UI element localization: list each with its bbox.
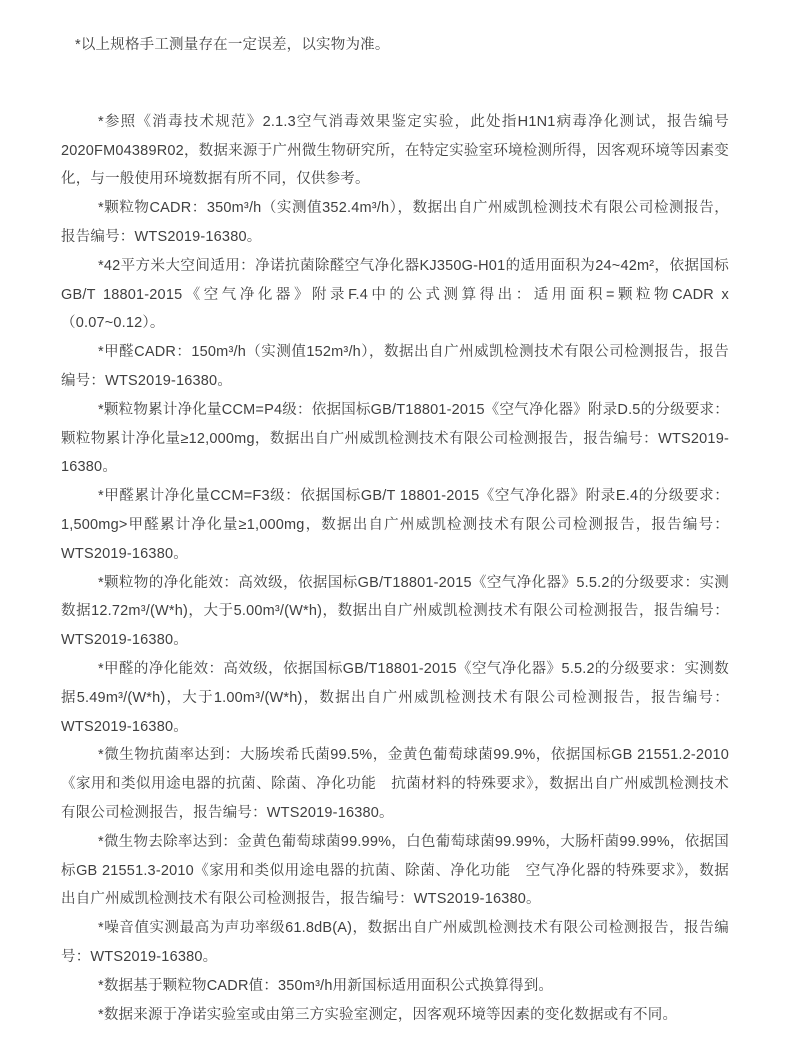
note-formaldehyde-cadr: *甲醛CADR：150m³/h（实测值152m³/h），数据出自广州威凯检测技术有限公司检测报告，报告编号：WTS2019-16380。 xyxy=(61,344,729,389)
note-formaldehyde-efficiency: *甲醛的净化能效：高效级，依据国标GB/T18801-2015《空气净化器》5.5.2的分级要求：实测数据5.49m³/(W*h)，大于1.00m³/(W*h)，数据出自广州威凯检测技术有限公司检测报告，报告编号：WTS2019-16380。 xyxy=(61,660,729,735)
note-particulate-efficiency: *颗粒物的净化能效：高效级，依据国标GB/T18801-2015《空气净化器》5.5.2的分级要求：实测数据12.72m³/(W*h)，大于5.00m³/(W*h)，数据出自广州威凯检测技术有限公司检测报告，报告编号：WTS2019-16380。 xyxy=(61,574,729,649)
note-cadr-area-conversion: *数据基于颗粒物CADR值：350m³/h用新国标适用面积公式换算得到。 xyxy=(98,977,554,994)
note-antibacterial-rate: *微生物抗菌率达到：大肠埃希氏菌99.5%，金黄色葡萄球菌99.9%，依据国标GB 21551.2-2010《家用和类似用途电器的抗菌、除菌、净化功能 抗菌材料的特殊要求》，数据出自广州威凯检测技术有限公司检测报告，报告编号：WTS2019-16380。 xyxy=(61,747,729,821)
note-applicable-area: *42平方米大空间适用：净诺抗菌除醛空气净化器KJ350G-H01的适用面积为24~42m²，依据国标GB/T 18801-2015《空气净化器》附录F.4中的公式测算得出：适用面积=颗粒物CADR x（0.07~0.12）。 xyxy=(61,257,729,332)
disclaimer-notes-block xyxy=(61,108,729,1030)
note-h1n1-disinfection-test: *参照《消毒技术规范》2.1.3空气消毒效果鉴定实验，此处指H1N1病毒净化测试，报告编号2020FM04389R02，数据来源于广州微生物研究所，在特定实验室环境检测所得，因客观环境等因素变化，与一般使用环境数据有所不同，仅供参考。 xyxy=(61,113,729,188)
note-formaldehyde-ccm: *甲醛累计净化量CCM=F3级：依据国标GB/T 18801-2015《空气净化器》附录E.4的分级要求：1,500mg>甲醛累计净化量≥1,000mg，数据出自广州威凯检测技术有限公司检测报告，报告编号：WTS2019-16380。 xyxy=(61,488,729,562)
note-particulate-ccm: *颗粒物累计净化量CCM=P4级：依据国标GB/T18801-2015《空气净化器》附录D.5的分级要求：颗粒物累计净化量≥12,000mg，数据出自广州威凯检测技术有限公司检测报告，报告编号：WTS2019-16380。 xyxy=(61,401,729,476)
note-microbe-removal-rate: *微生物去除率达到：金黄色葡萄球菌99.99%，白色葡萄球菌99.99%，大肠杆菌99.99%，依据国标GB 21551.3-2010《家用和类似用途电器的抗菌、除菌、净化功能 空气净化器的特殊要求》，数据出自广州威凯检测技术有限公司检测报告，报告编号：WTS2019-16380。 xyxy=(61,833,729,908)
note-particulate-cadr: *颗粒物CADR：350m³/h（实测值352.4m³/h），数据出自广州威凯检测技术有限公司检测报告，报告编号：WTS2019-16380。 xyxy=(61,200,729,245)
spec-measurement-disclaimer: *以上规格手工测量存在一定误差，以实物为准。 xyxy=(75,37,390,53)
note-noise-level: *噪音值实测最高为声功率级61.8dB(A)，数据出自广州威凯检测技术有限公司检测报告，报告编号：WTS2019-16380。 xyxy=(61,920,729,965)
note-lab-data-source: *数据来源于净诺实验室或由第三方实验室测定，因客观环境等因素的变化数据或有不同。 xyxy=(98,1006,678,1023)
